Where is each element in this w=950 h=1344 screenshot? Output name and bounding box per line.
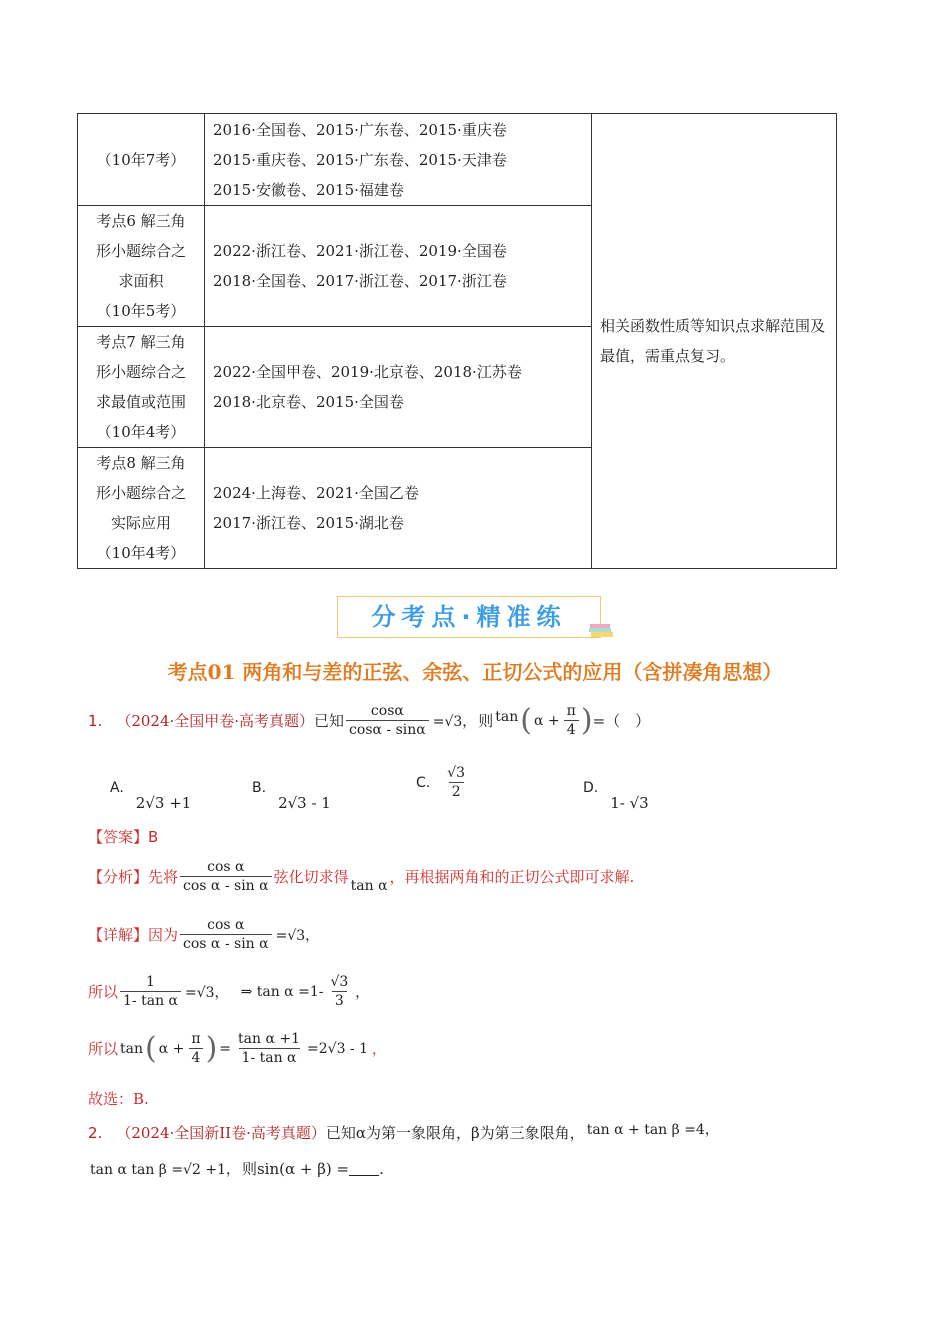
source-line: 2015·重庆卷、2015·广东卷、2015·天津卷 <box>213 150 507 169</box>
numerator: 1 <box>146 974 155 990</box>
math-text: ， <box>372 1041 387 1058</box>
fraction <box>180 858 272 895</box>
source-line: 2022·浙江卷、2021·浙江卷、2019·全国卷 <box>213 242 507 260</box>
denominator: cos α - sin α <box>180 934 272 953</box>
numerator: tan α +1 <box>238 1031 301 1047</box>
denominator: cosα - sinα <box>346 720 429 739</box>
option-value: 1- √3 <box>610 794 649 812</box>
numerator: π <box>191 1031 201 1047</box>
left-paren: ( <box>520 702 533 738</box>
note-text: 相关函数性质等知识点求解范围及最值，需重点复习。 <box>600 317 826 365</box>
question-source: （2024·全国甲卷·高考真题） <box>116 712 315 730</box>
answer-blank[interactable] <box>349 1161 379 1176</box>
topic-cell <box>78 327 205 448</box>
numerator: cos α <box>207 859 245 875</box>
sources-cell <box>205 114 592 206</box>
step-text: 所以 <box>88 983 119 1001</box>
source-line: 2018·全国卷、2017·浙江卷、2017·浙江卷 <box>213 272 507 290</box>
topic-text: 求面积 <box>118 272 164 290</box>
option-label: B. <box>252 780 267 796</box>
numerator: cos α <box>207 917 245 933</box>
note-cell <box>592 114 837 569</box>
detail-tag: 【详解】 <box>88 926 149 944</box>
option-a[interactable] <box>110 778 191 812</box>
option-b[interactable] <box>252 778 331 812</box>
fraction <box>564 702 579 739</box>
denominator: cos α - sin α <box>180 876 272 895</box>
denominator: 4 <box>564 720 579 739</box>
topic-text: （10年4考） <box>96 544 186 562</box>
section-title: 考点01 两角和与差的正弦、余弦、正切公式的应用（含拼凑角思想） <box>167 660 783 684</box>
math-text: =√3， <box>275 927 320 944</box>
right-paren: ) <box>205 1030 218 1066</box>
option-label: A. <box>110 780 124 796</box>
detail-line <box>88 916 321 953</box>
topic-text: 形小题综合之 <box>95 484 186 502</box>
fraction <box>188 1030 203 1067</box>
math-text: =2√3 - 1 <box>307 1040 369 1057</box>
topic-text: 实际应用 <box>110 514 171 532</box>
fraction <box>120 973 181 1010</box>
question-text: 则 <box>478 712 494 730</box>
topic-cell <box>78 206 205 327</box>
fraction <box>327 973 351 1010</box>
answer-value: B <box>148 827 159 846</box>
option-value: 2√3 +1 <box>135 794 192 812</box>
right-paren: ) <box>580 702 593 738</box>
analysis-text: 弦化切求得 <box>273 868 349 886</box>
question-2 <box>88 1122 721 1143</box>
analysis-text: ，再根据两角和的正切公式即可求解. <box>389 868 635 886</box>
math-text: tan α + tan β =4， <box>586 1121 719 1138</box>
numerator: √3 <box>447 765 466 781</box>
math-text: =√3， <box>185 984 229 1001</box>
option-value: 2√3 - 1 <box>278 794 331 812</box>
question-text: . <box>379 1159 384 1178</box>
numerator: cosα <box>370 703 404 719</box>
denominator: 4 <box>189 1048 204 1067</box>
fraction <box>180 916 272 953</box>
solution-step-2 <box>88 973 371 1010</box>
question-number: 2. <box>88 1123 103 1142</box>
fraction <box>235 1030 303 1067</box>
math-text: tan α <box>350 877 388 894</box>
topic-text: 求最值或范围 <box>95 393 186 411</box>
numerator: π <box>566 703 576 719</box>
step-text: 所以 <box>88 1040 119 1058</box>
source-line: 2024·上海卷、2021·全国乙卷 <box>213 484 419 502</box>
source-line: 2015·安徽卷、2015·福建卷 <box>213 180 404 199</box>
math-text: ⇒ tan α =1- <box>240 983 324 1000</box>
math-text: tan α tan β =√2 +1， <box>90 1161 240 1178</box>
source-line: 2018·北京卷、2015·全国卷 <box>213 393 404 411</box>
denominator: 1- tan α <box>239 1048 300 1067</box>
analysis-text: 先将 <box>148 868 179 886</box>
left-paren: ( <box>145 1030 157 1066</box>
fraction <box>346 702 429 739</box>
answer-tag: 【答案】 <box>88 828 149 846</box>
denominator: 3 <box>332 991 347 1010</box>
topic-text: 考点6 解三角 <box>96 212 186 230</box>
question-source: （2024·全国新II卷·高考真题） <box>116 1124 326 1142</box>
sources-cell <box>205 206 592 327</box>
math-text: α + <box>534 712 560 729</box>
exam-stats-table <box>77 113 837 569</box>
question-1 <box>88 702 650 739</box>
answer-paren: =（ ） <box>592 712 651 730</box>
detail-text: 因为 <box>148 926 179 944</box>
analysis-tag: 【分析】 <box>88 868 149 886</box>
option-d[interactable] <box>583 778 649 812</box>
topic-text: （10年7考） <box>96 150 186 169</box>
books-icon <box>588 620 614 640</box>
analysis-line <box>88 858 634 895</box>
topic-text: 考点8 解三角 <box>96 454 186 472</box>
topic-text: 形小题综合之 <box>95 242 186 260</box>
option-c[interactable] <box>416 764 470 801</box>
numerator: √3 <box>330 974 349 990</box>
question-number: 1. <box>88 711 103 730</box>
sources-cell <box>205 327 592 448</box>
sources-cell <box>205 448 592 569</box>
solution-step-3 <box>88 1030 388 1067</box>
math-text: tan <box>120 1040 144 1057</box>
topic-text: （10年5考） <box>96 302 186 320</box>
source-line: 2017·浙江卷、2015·湖北卷 <box>213 514 404 532</box>
question-text: 已知α为第一象限角，β为第三象限角， <box>325 1124 585 1142</box>
question-2-line-2 <box>88 1158 384 1179</box>
topic-cell <box>78 448 205 569</box>
math-text: ， <box>355 984 370 1001</box>
answer-line <box>88 826 158 847</box>
section-banner: 分考点·精准练 <box>337 596 601 638</box>
topic-text: 形小题综合之 <box>95 363 186 381</box>
topic-text: （10年4考） <box>96 423 186 441</box>
denominator: 2 <box>449 782 464 801</box>
fraction <box>444 764 468 801</box>
source-line: 2022·全国甲卷、2019·北京卷、2018·江苏卷 <box>213 363 522 381</box>
math-text: α + <box>158 1040 185 1057</box>
topic-cell <box>78 114 205 206</box>
table-row <box>78 114 837 206</box>
source-line: 2016·全国卷、2015·广东卷、2015·重庆卷 <box>213 120 507 139</box>
option-label: C. <box>416 774 431 791</box>
math-text: = <box>219 1040 232 1057</box>
final-choice: 故选：B. <box>88 1090 149 1108</box>
question-text: 已知 <box>314 712 345 730</box>
option-label: D. <box>583 780 599 796</box>
denominator: 1- tan α <box>120 991 181 1010</box>
math-text: tan <box>495 708 519 725</box>
math-text: =√3， <box>432 713 477 730</box>
question-text: 则sin(α + β) = <box>241 1160 350 1178</box>
topic-text: 考点7 解三角 <box>96 333 186 351</box>
